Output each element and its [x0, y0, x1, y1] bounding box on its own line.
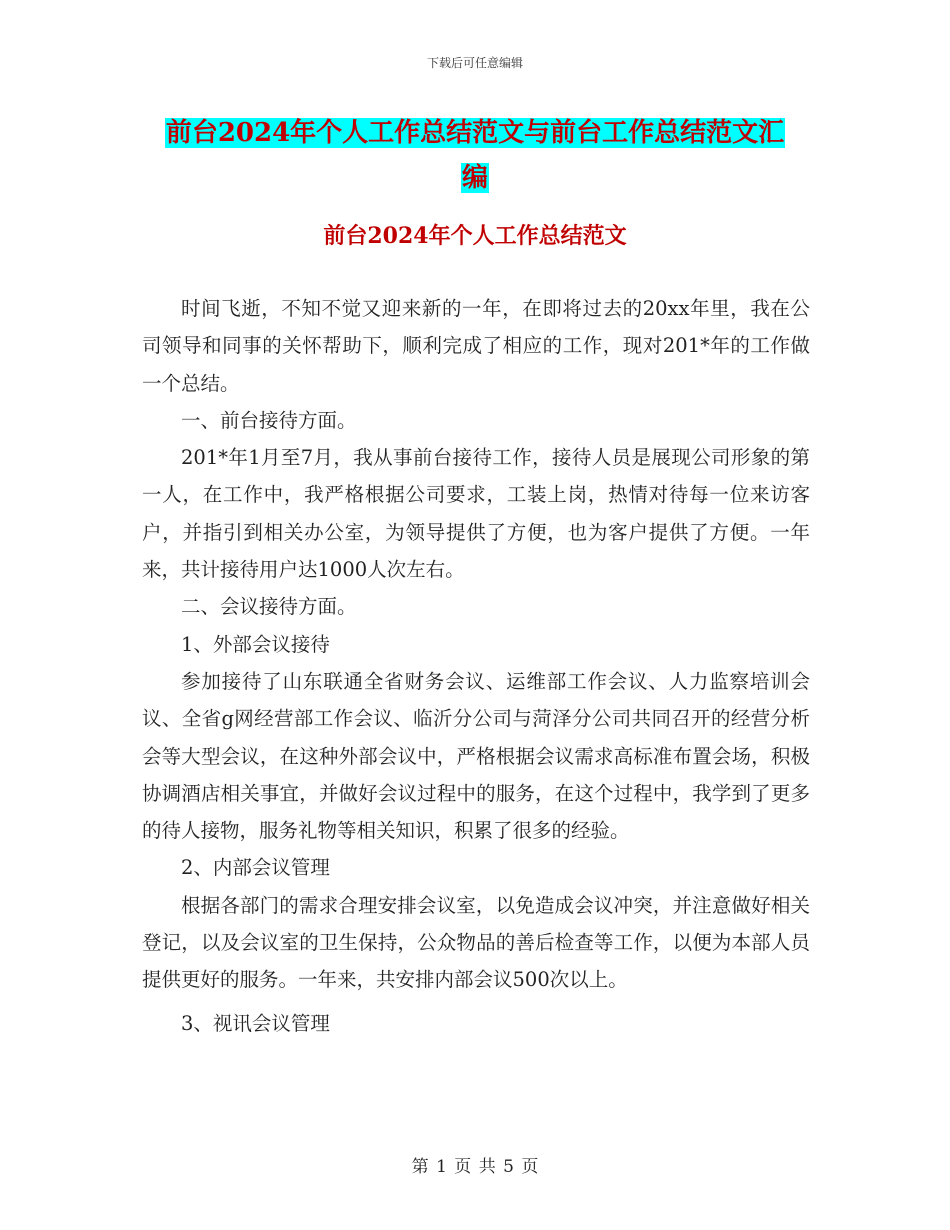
document-body — [142, 290, 810, 1042]
subheading-video-meetings: 3、视讯会议管理 — [181, 1011, 330, 1035]
document-title-line-1: 前台2024年个人工作总结范文与前台工作总结范文汇 — [165, 118, 785, 148]
paragraph-external-meetings: 参加接待了山东联通全省财务会议、运维部工作会议、人力监察培训会议、全省g网经营部工作会议、临沂分公司与菏泽分公司共同召开的经营分析会等大型会议，在这种外部会议中，严格根据会议需求高标准布置会场，积极协调酒店相关事宜，并做好会议过程中的服务，在这个过程中，我学到了更多的待人接物，服务礼物等相关知识，积累了很多的经验。 — [142, 669, 810, 843]
paragraph-internal-meetings: 根据各部门的需求合理安排会议室，以免造成会议冲突，并注意做好相关登记，以及会议室的卫生保持，公众物品的善后检查等工作，以便为本部人员提供更好的服务。一年来，共安排内部会议500次以上。 — [142, 893, 810, 992]
subheading-internal-meetings: 2、内部会议管理 — [181, 856, 330, 880]
heading-meetings: 二、会议接待方面。 — [181, 595, 357, 619]
paragraph-intro: 时间飞逝，不知不觉又迎来新的一年，在即将过去的20xx年里，我在公司领导和同事的关怀帮助下，顺利完成了相应的工作，现对201*年的工作做一个总结。 — [142, 297, 810, 395]
header-note: 下载后可任意编辑 — [426, 56, 523, 70]
heading-reception: 一、前台接待方面。 — [181, 408, 357, 432]
section-title: 前台2024年个人工作总结范文 — [323, 223, 627, 249]
page-number: 第 1 页 共 5 页 — [411, 1157, 539, 1177]
document-title-line-2: 编 — [461, 163, 488, 193]
subheading-external-meetings: 1、外部会议接待 — [181, 632, 330, 656]
document-title — [0, 111, 950, 201]
paragraph-reception: 201*年1月至7月，我从事前台接待工作，接待人员是展现公司形象的第一人，在工作中，我严格根据公司要求，工装上岗，热情对待每一位来访客户，并指引到相关办公室，为领导提供了方便，也为客户提供了方便。一年来，共计接待用户达1000人次左右。 — [142, 446, 810, 582]
